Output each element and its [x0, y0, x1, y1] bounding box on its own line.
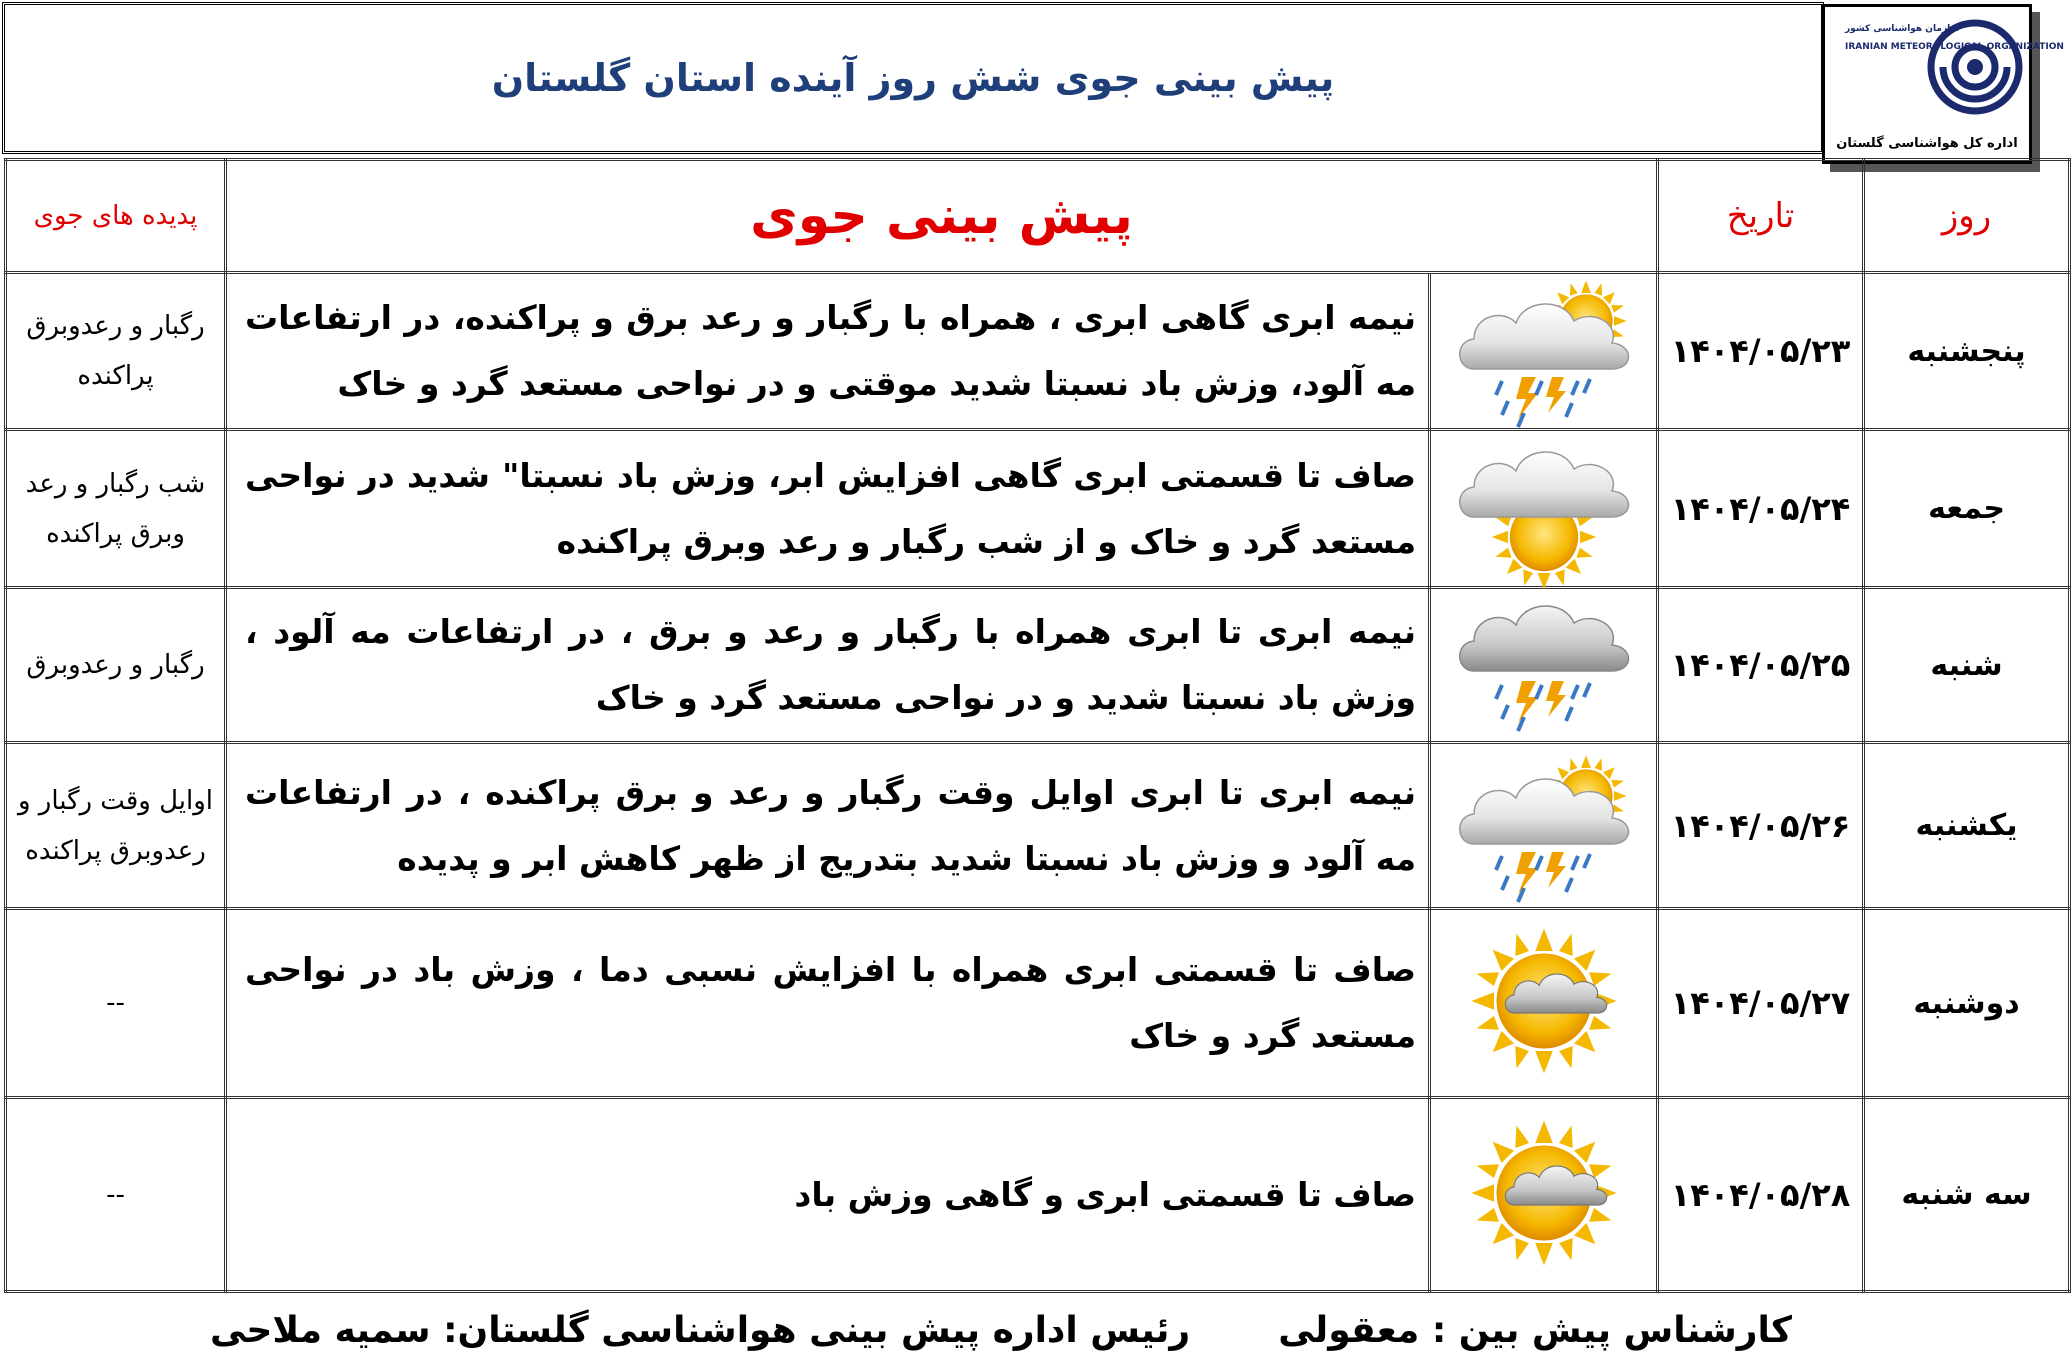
weather-icon-cell: [1430, 273, 1658, 430]
phenomena-cell: --: [6, 1098, 226, 1292]
date-cell: ۱۴۰۴/۰۵/۲۶: [1658, 743, 1864, 909]
weather-icon-cell: [1430, 909, 1658, 1098]
date-cell: ۱۴۰۴/۰۵/۲۸: [1658, 1098, 1864, 1292]
table-row: [6, 1098, 2070, 1292]
date-cell: ۱۴۰۴/۰۵/۲۵: [1658, 588, 1864, 743]
forecast-text: نیمه ابری تا ابری همراه با رگبار و رعد و برق ، در ارتفاعات مه آلود ، وزش باد نسبتا شدید و در نواحی مستعد گرد و خاک: [226, 588, 1430, 743]
sun-small-cloud-icon: [1449, 921, 1639, 1081]
day-cell: یکشنبه: [1864, 743, 2070, 909]
header-date: تاریخ: [1658, 160, 1864, 273]
date-cell: ۱۴۰۴/۰۵/۲۷: [1658, 909, 1864, 1098]
forecast-text: نیمه ابری تا ابری اوایل وقت رگبار و رعد و برق پراکنده ، در ارتفاعات مه آلود و وزش باد نسبتا شدید بتدریج از ظهر کاهش ابر و پدیده: [226, 743, 1430, 909]
date-cell: ۱۴۰۴/۰۵/۲۴: [1658, 430, 1864, 588]
forecast-text: صاف تا قسمتی ابری همراه با افزایش نسبی دما ، وزش باد در نواحی مستعد گرد و خاک: [226, 909, 1430, 1098]
phenomena-cell: رگبار و رعدوبرق: [6, 588, 226, 743]
forecast-text: نیمه ابری گاهی ابری ، همراه با رگبار و رعد برق و پراکنده، در ارتفاعات مه آلود، وزش باد نسبتا شدید موقتی و در نواحی مستعد گرد و خاک: [226, 273, 1430, 430]
svg-text:IRANIAN METEOROLOGICAL ORGANIZ: IRANIAN METEOROLOGICAL ORGANIZATION: [1845, 42, 2064, 52]
phenomena-cell: اوایل وقت رگبار و رعدوبرق پراکنده: [6, 743, 226, 909]
day-cell: سه شنبه: [1864, 1098, 2070, 1292]
forecast-table: [4, 158, 2071, 1293]
sun-small-cloud-icon: [1449, 1113, 1639, 1273]
table-row: [6, 909, 2070, 1098]
meteorological-logo-icon: [1825, 7, 2064, 127]
sun-behind-cloud-icon: [1449, 437, 1639, 577]
header-phenomena: پدیده های جوی: [6, 160, 226, 273]
partly-cloudy-thunder-rain-icon: [1449, 754, 1639, 894]
table-row: [6, 588, 2070, 743]
forecast-text: صاف تا قسمتی ابری و گاهی وزش باد: [226, 1098, 1430, 1292]
weather-icon-cell: [1430, 430, 1658, 588]
header-banner: [2, 2, 1824, 154]
logo-caption: اداره کل هواشناسی گلستان: [1836, 136, 2018, 151]
header-day: روز: [1864, 160, 2070, 273]
weather-icon-cell: [1430, 588, 1658, 743]
phenomena-cell: رگبار و رعدوبرق پراکنده: [6, 273, 226, 430]
organization-logo: [1822, 4, 2064, 164]
day-cell: پنجشنبه: [1864, 273, 2070, 430]
forecast-text: صاف تا قسمتی ابری گاهی افزایش ابر، وزش باد نسبتا" شدید در نواحی مستعد گرد و خاک و از شب رگبار و رعد وبرق پراکنده: [226, 430, 1430, 588]
table-row: [6, 273, 2070, 430]
day-cell: جمعه: [1864, 430, 2070, 588]
header-forecast: پیش بینی جوی: [226, 160, 1658, 273]
forecaster-signature: کارشناس پیش بین : معقولی: [1278, 1310, 1792, 1351]
phenomena-cell: شب رگبار و رعد وبرق پراکنده: [6, 430, 226, 588]
head-signature: رئیس اداره پیش بینی هواشناسی گلستان: سمیه ملاحی: [210, 1310, 1191, 1351]
table-row: [6, 430, 2070, 588]
day-cell: شنبه: [1864, 588, 2070, 743]
cloud-thunder-rain-icon: [1449, 593, 1639, 733]
weather-icon-cell: [1430, 743, 1658, 909]
page-title: پیش بینی جوی شش روز آینده استان گلستان: [491, 56, 1335, 100]
svg-text:سازمان هواشناسی کشور: سازمان هواشناسی کشور: [1845, 24, 1960, 34]
date-cell: ۱۴۰۴/۰۵/۲۳: [1658, 273, 1864, 430]
phenomena-cell: --: [6, 909, 226, 1098]
table-header-row: [6, 160, 2070, 273]
weather-icon-cell: [1430, 1098, 1658, 1292]
partly-cloudy-thunder-rain-icon: [1449, 279, 1639, 419]
day-cell: دوشنبه: [1864, 909, 2070, 1098]
table-row: [6, 743, 2070, 909]
